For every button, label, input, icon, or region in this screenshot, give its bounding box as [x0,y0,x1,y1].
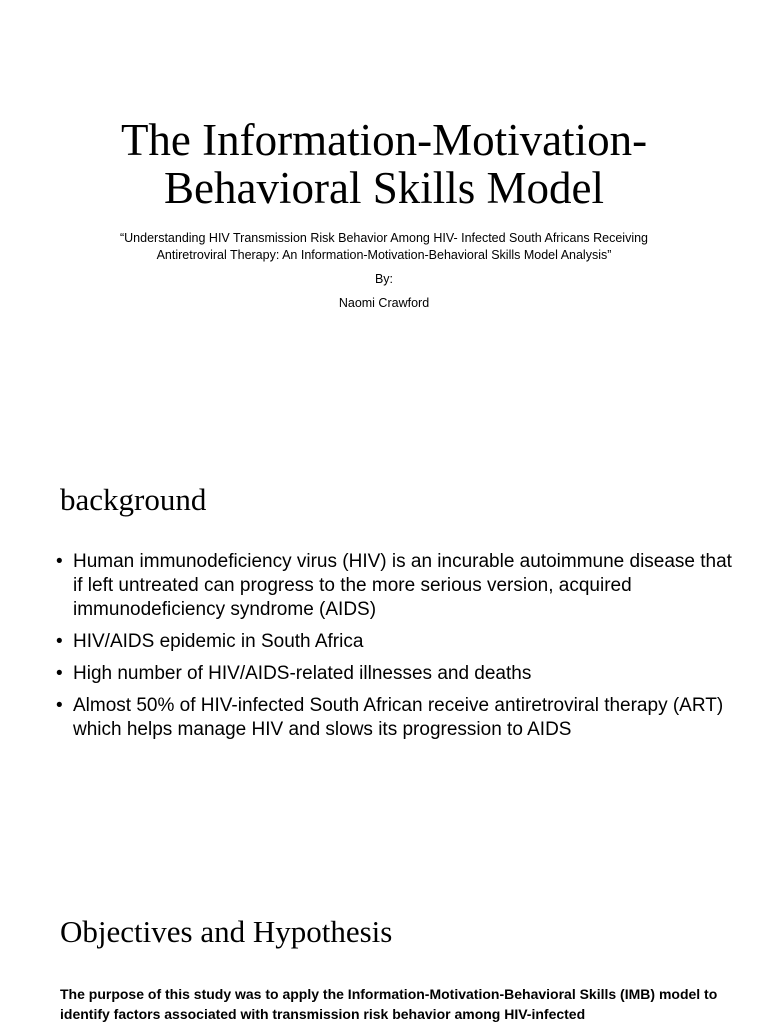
title-slide [0,0,768,432]
background-bullet-list [56,550,732,750]
bullet-item: • Almost 50% of HIV-infected South African receive antiretroviral therapy (ART) which helps manage HIV and slows its progression to AIDS [56,694,732,742]
author-name: Naomi Crawford [338,296,430,310]
title-line-1: The Information-Motivation- [120,115,648,165]
bullet-item: • High number of HIV/AIDS-related illnesses and deaths [56,662,732,686]
objectives-body-text: The purpose of this study was to apply the Information-Motivation-Behavioral Skills (IMB) model to identify factors associated with transmission risk behavior among HIV-infected [60,986,718,1022]
background-slide [0,432,768,864]
title-line-2: Behavioral Skills Model [164,163,604,213]
bullet-item: • Human immunodeficiency virus (HIV) is an incurable autoimmune disease that if left untreated can progress to the more serious version, acquired immunodeficiency syndrome (AIDS) [56,550,732,622]
by-label: By: [374,272,394,286]
objectives-slide [0,864,768,1024]
subtitle-block [100,230,668,319]
objectives-heading: Objectives and Hypothesis [60,914,393,949]
presentation-title [40,116,728,212]
background-heading: background [60,482,207,517]
bullet-item: • HIV/AIDS epidemic in South Africa [56,630,732,654]
study-citation: “Understanding HIV Transmission Risk Behavior Among HIV- Infected South Africans Receiving Antiretroviral Therapy: An Information-Motivation-Behavioral Skills Model Analysis” [119,231,649,262]
